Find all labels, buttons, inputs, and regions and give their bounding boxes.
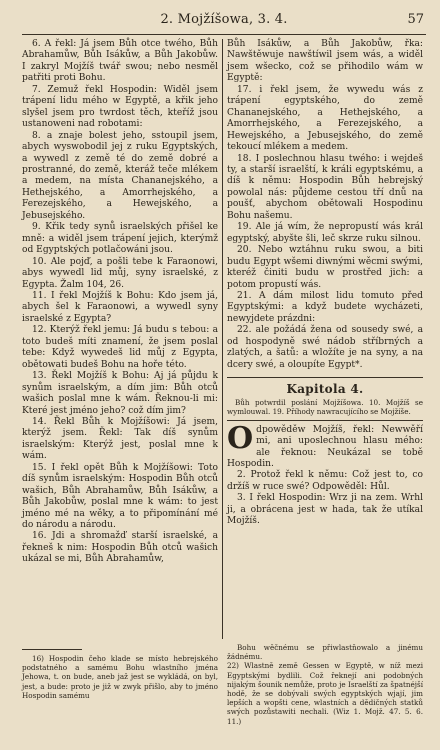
verse-paragraph: 18. I poslechnou hlasu twého: i wejdeš ty, a starší israelští, k králi egyptskému, a díš k němu: Hospodin Bůh hebrejský powolal nás: půjdeme cestou tří dnů na poušť, abychom obětowali Hospodinu Bohu našemu. <box>227 153 423 221</box>
verse-paragraph: 6. A řekl: Já jsem Bůh otce twého, Bůh Abrahamůw, Bůh Isákůw, a Bůh Jakobůw. I zakryl Mojžíš twář swou; nebo nesměl patřiti proti Bohu. <box>22 39 218 84</box>
footnote-left <box>22 643 218 700</box>
verse-paragraph: 15. I řekl opět Bůh k Mojžíšowi: Toto díš synům israelským: Hospodin Bůh otců wašich, Bůh Abrahamůw, Bůh Isákůw, a Bůh Jakobůw, poslal mne k wám: to jest jméno mé na wěky, a to připomínání mé do národu a národu. <box>22 462 218 531</box>
page-number: 57 <box>407 12 424 27</box>
verse-paragraph: 13. Řekl Mojžíš k Bohu: Aj já půjdu k synům israelským, a dím jim: Bůh otců wašich poslal mne k wám. Řeknou-li mi: Které jest jméno jeho? což dím jim? <box>22 371 218 416</box>
verse-paragraph: 17. i řekl jsem, že wywedu wás z trápení egyptského, do země Chananejského, a Hethejského, a Amorrhejského, a Ferezejského, a Hewejského, a Jebusejského, do země tekoucí mlékem a medem. <box>227 84 423 153</box>
verse-paragraph: 9. Křik tedy synů israelských přišel ke mně: a widěl jsem trápení jejich, kterýmž od Egyptských potlačowáni jsou. <box>22 222 218 256</box>
footnote-rule <box>22 649 82 650</box>
footnote-continuation: Bohu wěčnému se přiwlastňowalo a jinému žádnému. <box>227 643 423 662</box>
verse-paragraph: Bůh Isákůw, a Bůh Jakobůw, řka: Nawštěwuje nawštíwil jsem wás, a widěl jsem wšecko, což se přihodilo wám w Egyptě: <box>227 39 423 84</box>
right-column <box>227 39 423 528</box>
chapter-first-verse <box>227 420 423 471</box>
verse-paragraph: 20. Nebo wztáhnu ruku swou, a biti budu Egypt wšemi diwnými wěcmi swými, kteréž činiti budu w prostřed jich: a potom propustí wás. <box>227 245 423 290</box>
running-title: 2. Mojžíšowa, 3. 4. <box>160 12 288 27</box>
chapter-heading: Kapitola 4. <box>227 377 423 395</box>
chapter-summary: Bůh potwrdil poslání Mojžíšowa. 10. Mojžíš se wymlouwal. 19. Příhody nawracujícího se Mojžíše. <box>227 398 423 421</box>
footnote-right <box>227 643 423 726</box>
footnote-text: 22) Wlastně země Gessen w Egyptě, w níž mezi Egyptskými bydlili. Což řeknejí ani podobných nijakým šounik nemůže, proto je Israelští za špatnéjší hodě, že se dobývali swých egyptských wjají, jim lepších a wopšti cene, wlastních a dědičných statků swých pozůstawiti nechali. (Wiz 1. Mojž. 47. 5. 6. 11.) <box>227 661 423 726</box>
verse-paragraph: 11. I řekl Mojžíš k Bohu: Kdo jsem já, abych šel k Faraonowi, a wywedl syny israelské z Egypta? <box>22 290 218 324</box>
footnotes <box>22 643 426 743</box>
drop-cap: O <box>227 420 254 456</box>
verse-paragraph: 22. ale požádá žena od sousedy swé, a od hospodyně swé nádob stříbrných a zlatých, a šatů: a wložíte je na syny, a na dcery swé, a oloupíte Egypt*. <box>227 325 423 370</box>
verse-paragraph: 2. Protož řekl k němu: Což jest to, co držíš w ruce swé? Odpowěděl: Hůl. <box>227 470 423 492</box>
column-divider <box>222 39 223 639</box>
verse-paragraph: 3. I řekl Hospodin: Wrz ji na zem. Wrhl ji, a obrácena jest w hada, tak že utíkal Mojžíš. <box>227 493 423 527</box>
text-columns <box>22 39 426 639</box>
verse-paragraph: 21. A dám milost lidu tomuto před Egyptskými: a když budete wycházeti, newyjdete prázdni: <box>227 290 423 324</box>
verse-paragraph: 19. Ale já wím, že nepropustí wás král egyptský, abyšte šli, leč skrze ruku silnou. <box>227 222 423 244</box>
left-column <box>22 39 218 566</box>
verse-paragraph: 8. a znaje bolest jeho, sstoupil jsem, abych wyswobodil jej z ruku Egyptských, a wywedl z země té do země dobré a prostranné, do země, kteráž teče mlékem a medem, na místa Chananejského, a Hethejského, a Amorrhejského, a Ferezejského, a Hewejského, a Jebusejského. <box>22 130 218 221</box>
verse-paragraph: 12. Kterýž řekl jemu: Já budu s tebou: a toto budeš míti znamení, že jsem poslal tebe: Když wywedeš lid můj z Egypta, obětowati budeš Bohu na hoře této. <box>22 325 218 370</box>
verse-paragraph: 10. Ale pojď, a pošli tebe k Faraonowi, abys wywedl lid můj, syny israelské, z Egypta. Žalm 104, 26. <box>22 256 218 290</box>
verse-paragraph: 14. Řekl Bůh k Mojžíšowi: Já jsem, kterýž jsem. Řekl: Tak díš synům israelským: Kterýž jest, poslal mne k wám. <box>22 416 218 462</box>
verse-paragraph: 16. Jdi a shromažď starší israelské, a řekneš k nim: Hospodin Bůh otců wašich ukázal se mi, Bůh Abrahamůw, <box>22 531 218 565</box>
page-header <box>22 8 426 35</box>
footnote-text: 16) Hospodin čeho klade se místo hebrejského podstatného a samému Bohu wlastního jména Jehowa, t. on bude, aneb jaž jest se wykládá, on byl, jest, a bude: proto je již w zwyk přišlo, aby to jméno Hospodin samému <box>22 654 218 700</box>
verse-text: dpowěděw Mojžíš, řekl: Newwěří mi, ani uposlechnou hlasu mého: ale řeknou: Neukázal se tobě Hospodin. <box>227 424 423 469</box>
verse-paragraph: 7. Zemuž řekl Hospodin: Widěl jsem trápení lidu mého w Egyptě, a křik jeho slyšel jsem pro twrdost těch, kteříž jsou ustanoweni nad robotami: <box>22 84 218 130</box>
